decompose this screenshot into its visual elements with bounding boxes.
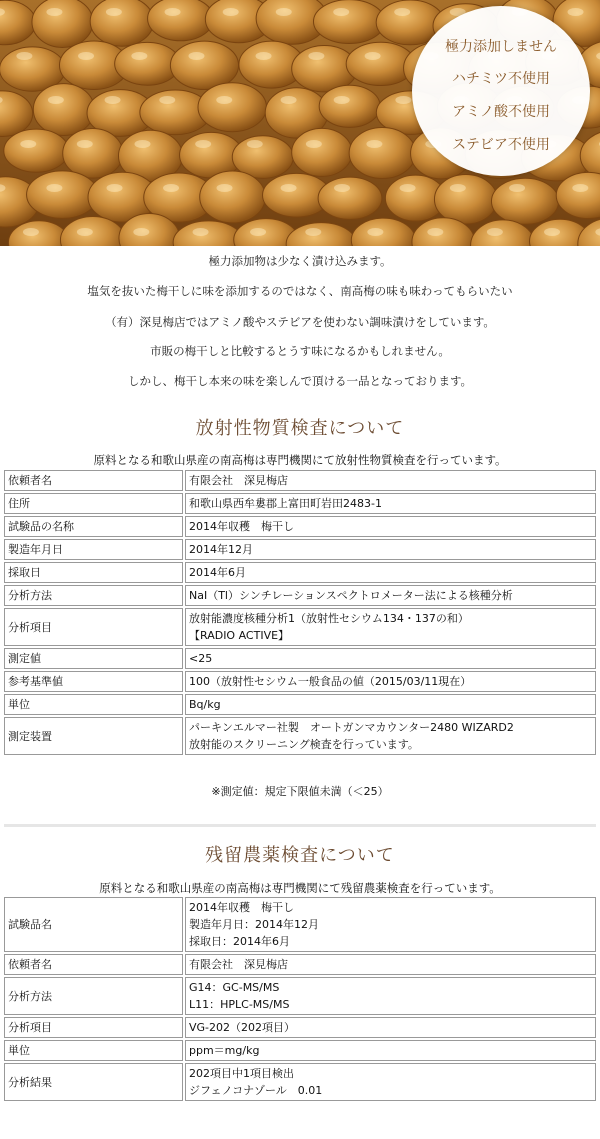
row-value: 202項目中1項目検出 ジフェノコナゾール 0.01 (185, 1063, 596, 1101)
plum-highlight (217, 184, 233, 192)
plum (32, 0, 93, 47)
plum (63, 129, 123, 179)
plum-highlight (46, 8, 62, 16)
radiation-table (2, 468, 598, 757)
plum-highlight (159, 96, 175, 104)
row-key: 依頼者名 (4, 470, 183, 491)
plum-highlight (131, 52, 147, 60)
plum-highlight (105, 96, 121, 104)
plum (491, 178, 558, 224)
row-value: 有限会社 深見梅店 (185, 470, 596, 491)
table-row (4, 671, 596, 692)
row-value: G14：GC-MS/MS L11：HPLC-MS/MS (185, 977, 596, 1015)
row-key: 採取日 (4, 562, 183, 583)
plum-highlight (427, 228, 443, 236)
table-row (4, 897, 596, 952)
row-key: 製造年月日 (4, 539, 183, 560)
plum-highlight (77, 228, 93, 236)
table-row (4, 608, 596, 646)
plum (170, 41, 238, 89)
row-value: NaI（Tl）シンチレーションスペクトロメーター法による核種分析 (185, 585, 596, 606)
plum-highlight (188, 52, 204, 60)
plum-highlight (509, 184, 525, 192)
row-value: 放射能濃度核種分析1（放射性セシウム134・137の和） 【RADIO ACTIVE】 (185, 608, 596, 646)
plum-highlight (135, 140, 151, 148)
plum-highlight (276, 8, 292, 16)
plum-highlight (163, 184, 179, 192)
plum-highlight (23, 228, 39, 236)
plum (434, 175, 497, 224)
plum-highlight (46, 184, 62, 192)
intro-text: 極力添加物は少なく漬け込みます。 (208, 254, 392, 268)
table-row (4, 562, 596, 583)
badge-line: ハチミツ不使用 (452, 71, 550, 87)
plum-highlight (195, 140, 211, 148)
table-row (4, 1040, 596, 1061)
intro-text: （有）深見梅店ではアミノ酸やステビアを使わない調味漬けをしています。 (105, 315, 495, 329)
row-key: 住所 (4, 493, 183, 514)
plum-highlight (107, 184, 123, 192)
plum (292, 128, 352, 176)
row-value: パーキンエルマー社製 オートガンマカウンター2480 WIZARD2 放射能のスクリーニング検査を行っています。 (185, 717, 596, 755)
table-row (4, 493, 596, 514)
plum (33, 84, 94, 136)
pesticide-lead: 原料となる和歌山県産の南高梅は専門機関にて残留農薬検査を行っています。 (99, 881, 501, 895)
row-key: 試験品名 (4, 897, 183, 952)
table-row (4, 954, 596, 975)
plum-highlight (366, 140, 382, 148)
plum (27, 171, 99, 219)
radiation-section-title: 放射性物質検査について (195, 418, 405, 439)
row-key: 分析結果 (4, 1063, 183, 1101)
plum-highlight (20, 140, 36, 148)
plum (318, 177, 382, 219)
table-row (4, 585, 596, 606)
plum-highlight (572, 184, 588, 192)
plum-highlight (193, 228, 209, 236)
plum-highlight (281, 96, 297, 104)
plum-highlight (365, 52, 381, 60)
row-key: 分析方法 (4, 977, 183, 1015)
row-key: 参考基準値 (4, 671, 183, 692)
plum-highlight (544, 228, 560, 236)
row-value: 有限会社 深見梅店 (185, 954, 596, 975)
plum-highlight (281, 184, 297, 192)
row-key: 単位 (4, 1040, 183, 1061)
plum-highlight (450, 184, 466, 192)
plum (90, 0, 153, 46)
intro-text: しかし、梅干し本来の味を楽しんで頂ける一品となっております。 (127, 374, 473, 388)
row-key: 分析項目 (4, 1017, 183, 1038)
row-value: ppm＝mg/kg (185, 1040, 596, 1061)
plum-highlight (394, 8, 410, 16)
row-value: Bq/kg (185, 694, 596, 715)
no-additives-badge (412, 6, 590, 176)
row-value: VG-202（202項目） (185, 1017, 596, 1038)
plum (4, 129, 69, 172)
hero-image (0, 0, 600, 246)
plum-highlight (305, 228, 321, 236)
plum (319, 85, 380, 127)
row-key: 試験品の名称 (4, 516, 183, 537)
table-row (4, 539, 596, 560)
row-value: 2014年6月 (185, 562, 596, 583)
plum-highlight (48, 96, 64, 104)
plum-highlight (333, 8, 349, 16)
plum-highlight (334, 184, 350, 192)
badge-line: 極力添加しません (445, 39, 557, 55)
plum-highlight (306, 140, 322, 148)
plum-highlight (334, 96, 350, 104)
row-value: 100（放射性セシウム一般食品の値（2015/03/11現在） (185, 671, 596, 692)
plum-highlight (133, 228, 149, 236)
plum (313, 0, 384, 43)
plum-highlight (77, 140, 93, 148)
intro-text: 市販の梅干しと比較するとうす味になるかもしれません。 (150, 344, 450, 358)
table-row (4, 648, 596, 669)
plum-highlight (250, 228, 266, 236)
table-row (4, 694, 596, 715)
row-value: 和歌山県西牟婁郡上富田町岩田2483-1 (185, 493, 596, 514)
table-row (4, 470, 596, 491)
plum-highlight (165, 8, 181, 16)
plum-highlight (487, 228, 503, 236)
row-key: 測定装置 (4, 717, 183, 755)
table-row (4, 1063, 596, 1101)
row-key: 分析項目 (4, 608, 183, 646)
plum-highlight (395, 96, 411, 104)
table-row (4, 1017, 596, 1038)
pesticide-table (2, 895, 598, 1103)
plum-highlight (78, 52, 94, 60)
plum-highlight (247, 140, 263, 148)
plum (349, 127, 415, 178)
badge-line: アミノ酸不使用 (452, 104, 550, 120)
row-key: 分析方法 (4, 585, 183, 606)
row-value: <25 (185, 648, 596, 669)
radiation-lead: 原料となる和歌山県産の南高梅は専門機関にて放射性物質検査を行っています。 (93, 453, 507, 467)
badge-line: ステビア不使用 (452, 137, 550, 153)
plum-highlight (568, 8, 584, 16)
section-divider (4, 824, 596, 827)
plum-highlight (256, 52, 272, 60)
row-value: 2014年12月 (185, 539, 596, 560)
row-key: 測定値 (4, 648, 183, 669)
plum (200, 171, 266, 223)
pesticide-section-title: 残留農薬検査について (205, 845, 395, 866)
row-key: 単位 (4, 694, 183, 715)
measurement-note: ※測定値：規定下限値未満（＜25） (211, 785, 389, 798)
plum-highlight (308, 52, 324, 60)
table-row (4, 717, 596, 755)
row-value: 2014年収穫 梅干し 製造年月日：2014年12月 採取日：2014年6月 (185, 897, 596, 952)
plum (148, 0, 214, 41)
plum-highlight (400, 184, 416, 192)
plum-highlight (367, 228, 383, 236)
row-key: 依頼者名 (4, 954, 183, 975)
table-row (4, 977, 596, 1015)
plum-highlight (16, 52, 32, 60)
plum-highlight (106, 8, 122, 16)
table-row (4, 516, 596, 537)
plum-highlight (216, 96, 232, 104)
intro-text: 塩気を抜いた梅干しに味を添加するのではなく、南高梅の味も味わってもらいたい (87, 284, 513, 298)
row-value: 2014年収穫 梅干し (185, 516, 596, 537)
plum-highlight (223, 8, 239, 16)
plum (198, 83, 266, 132)
